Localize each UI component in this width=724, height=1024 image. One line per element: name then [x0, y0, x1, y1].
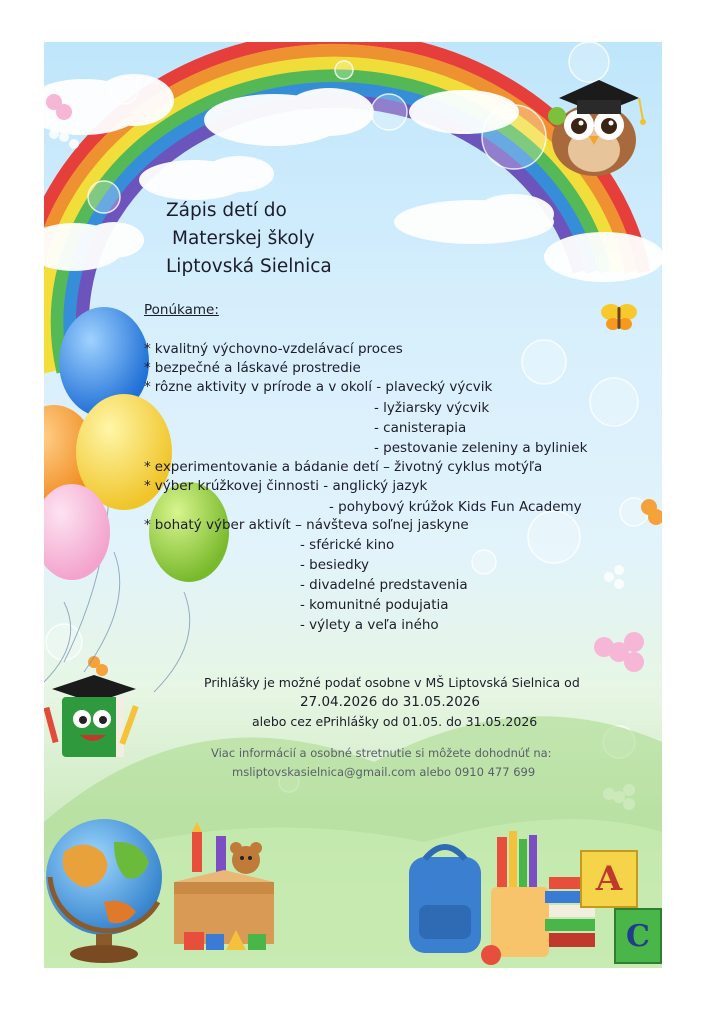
title-line-1: Zápis detí do: [166, 200, 287, 221]
offer-subitem: - besiedky: [300, 557, 370, 573]
offer-bullet: *: [144, 379, 151, 395]
offer-subitem: - výlety a veľa iného: [300, 617, 439, 633]
contact-line-2: [232, 764, 535, 781]
offer-item: [144, 340, 403, 359]
offer-subitem: - pestovanie zeleniny a byliniek: [374, 440, 588, 456]
offer-item: [144, 378, 492, 397]
application-line-1: Prihlášky je možné podať osobne v MŠ Liptovská Sielnica od: [204, 675, 580, 690]
offer-item: [144, 359, 361, 378]
offer-text: bohatý výber aktivít – návšteva soľnej jaskyne: [154, 517, 469, 533]
offer-text: experimentovanie a bádanie detí – životný cyklus motýľa: [154, 459, 543, 475]
offer-bullet: *: [144, 517, 151, 533]
application-dates: 27.04.2026 do 31.05.2026: [300, 694, 481, 710]
offer-bullet: *: [144, 459, 151, 475]
offer-subitem: - divadelné predstavenia: [300, 577, 468, 593]
owl-graduate-icon: [539, 70, 654, 180]
offer-item: [144, 516, 469, 535]
offer-text: výber krúžkovej činnosti - anglický jazyk: [154, 478, 428, 494]
title-line-2: Materskej školy: [172, 228, 315, 249]
offer-subitem: - lyžiarsky výcvik: [374, 400, 490, 416]
offer-text: rôzne aktivity v prírode a v okolí - plavecký výcvik: [154, 379, 493, 395]
book-mascot-icon: [44, 667, 144, 767]
application-line-3: alebo cez ePrihlášky od 01.05. do 31.05.2026: [252, 714, 538, 729]
globe-icon: [44, 812, 174, 967]
contact-line-1: Viac informácií a osobné stretnutie si môžete dohodnúť na:: [211, 746, 552, 760]
offer-bullet: *: [144, 478, 151, 494]
offer-subitem: - komunitné podujatia: [300, 597, 449, 613]
letter-cube-a: [580, 850, 638, 908]
contact-email: msliptovskasielnica@gmail.com: [232, 765, 416, 779]
offer-bullet: *: [144, 341, 151, 357]
offer-subitem: - canisterapia: [374, 420, 467, 436]
school-supplies-icon: [399, 817, 599, 967]
offer-item: [144, 477, 427, 496]
offer-text: bezpečné a láskavé prostredie: [154, 360, 361, 376]
cube-letter-a: A: [595, 859, 623, 899]
contact-phone: 0910 477 699: [454, 765, 536, 779]
offer-text: kvalitný výchovno-vzdelávací proces: [154, 341, 403, 357]
cube-letter-c: C: [626, 918, 650, 954]
poster: [44, 42, 662, 968]
contact-between: alebo: [419, 765, 452, 779]
offer-item: [144, 458, 542, 477]
offers-heading: Ponúkame:: [144, 302, 219, 318]
offer-bullet: *: [144, 360, 151, 376]
offer-subitem: - sférické kino: [300, 537, 395, 553]
letter-cube-c: [614, 908, 662, 964]
title-line-3: Liptovská Sielnica: [166, 256, 332, 277]
toy-box-icon: [164, 822, 284, 962]
offer-subitem: - pohybový krúžok Kids Fun Academy: [329, 499, 582, 515]
